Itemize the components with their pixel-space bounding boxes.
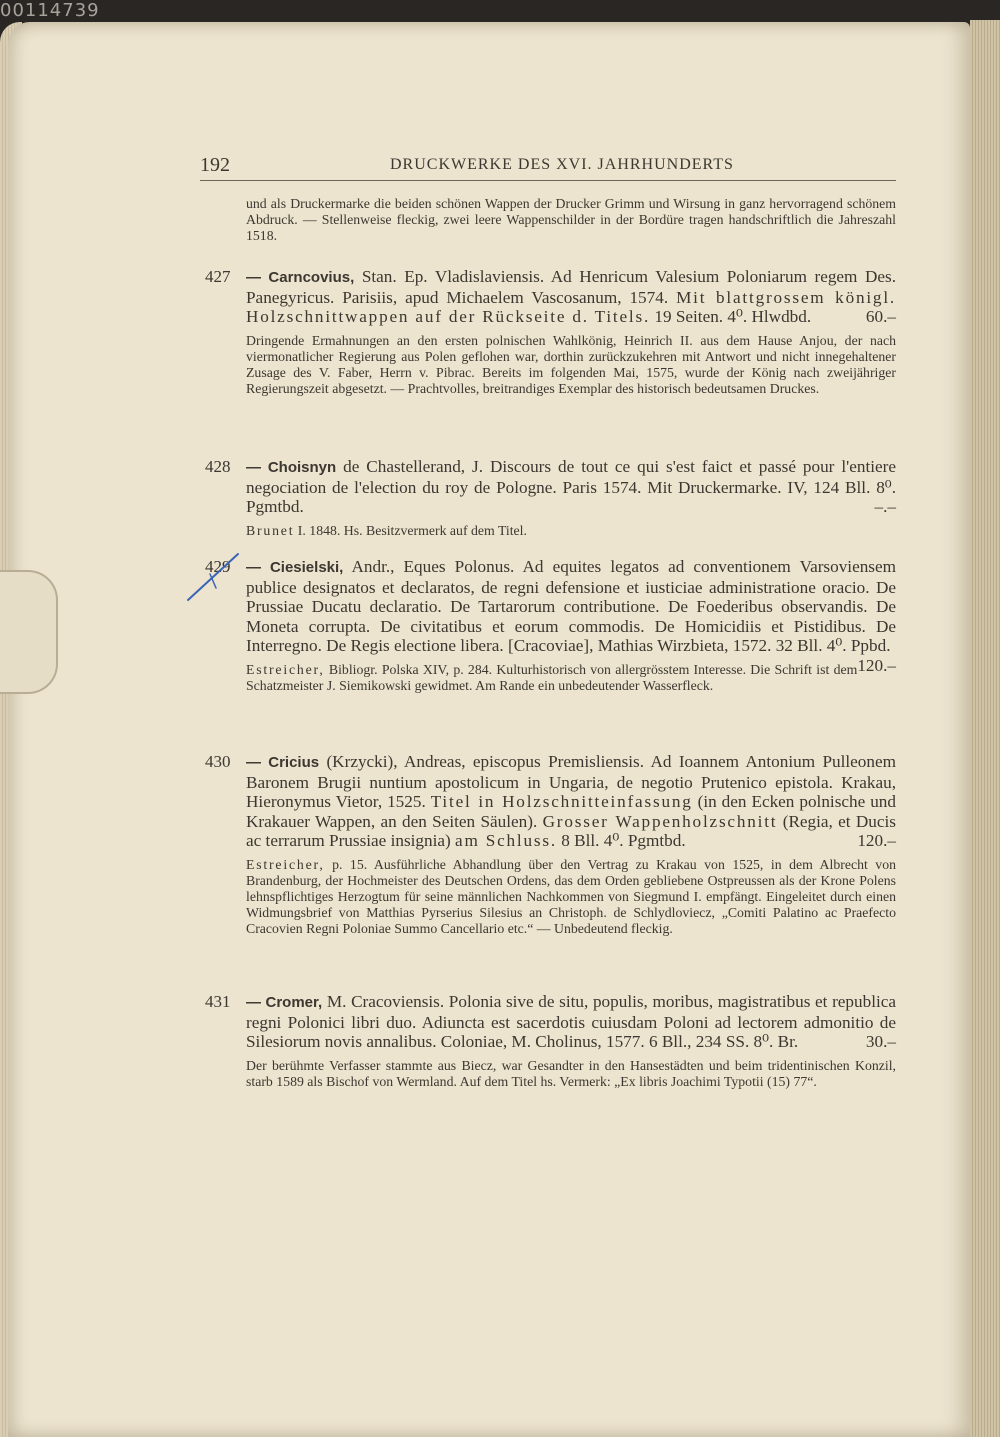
catalog-entry-431 [205, 992, 896, 1090]
entry-note [246, 857, 896, 937]
entry-spaced-text: Mit blattgrossem königl. Holzschnittwappen auf der Rückseite d. Titels. [246, 287, 896, 327]
entry-author: — Choisnyn [246, 459, 337, 476]
entry-number: 429 [205, 557, 231, 576]
page-number: 192 [200, 154, 230, 176]
catalog-entry-427 [205, 267, 896, 397]
entry-author: — Cromer, [246, 994, 323, 1011]
entry-title-rest: (in den Ecken polnische und Krakauer Wappen, an den Seiten Säulen). [246, 792, 896, 831]
entry-author: — Cricius [246, 754, 320, 771]
entry-note [246, 523, 896, 539]
entry-price: 60.– [865, 307, 896, 327]
entry-author: — Ciesielski, [246, 559, 344, 576]
entry-spaced-text: Titel in Holzschnitteinfassung [430, 792, 693, 812]
entry-title: (Krzycki), Andreas, episcopus Premisliensis. Ad Ioannem Antonium Pulleonem Baronem Brugii nuntium apostolicum in Ungaria, de negotio Prutenico epistola. Krakau, Hieronymus Vietor, 1525. [246, 752, 896, 812]
note-text: I. 1848. Hs. Besitzvermerk auf dem Titel. [294, 522, 527, 538]
header-rule [200, 180, 896, 181]
running-header [200, 152, 896, 182]
entry-title-rest-2: (Regia, et Ducis ac terrarum Prussiae insignia) [246, 811, 896, 851]
entry-title: M. Cracoviensis. Polonia sive de situ, populis, moribus, magistratibus et republica regni Polonici libri duo. Adiuncta est sacerdotis cuiusdam Poloni ad lectorem admonitio de Silesiorum novis annalibus. Coloniae, M. Cholinus, 1577. 6 Bll., 234 SS. 8⁰. Br. [246, 992, 897, 1052]
page-tab-clip [0, 570, 58, 694]
catalog-entry-430 [205, 752, 896, 937]
entry-note: Der berühmte Verfasser stammte aus Biecz, war Gesandter in den Hansestädten und beim tridentinischen Konzil, starb 1589 als Bischof von Wermland. Auf dem Titel hs. Vermerk: „Ex libris Joachimi Typotii (15) 77“. [246, 1057, 896, 1089]
corner-mark: 00114739 [0, 0, 100, 21]
entry-spaced-text-2: Grosser Wappenholzschnitt [542, 811, 778, 831]
entry-title: Andr., Eques Polonus. Ad equites legatos ad conventionem Varsoviensem publice designatos et declaratos, de regni defensione et iusticiae administratione oracio. De Prussiae Ducatu declaratio. De Tartarorum contributione. De Foederibus observandis. De Moneta corrupta. De civitatibus et eorum commodis. De Homicidiis et Pistidibus. De Interregno. De Regis electione libera. [Cracoviae], Mathias Wirzbieta, 1572. 32 Bll. 4⁰. Ppbd. [246, 557, 896, 656]
entry-price: –.– [874, 497, 896, 517]
entry-description [246, 752, 896, 851]
entry-title: de Chastellerand, J. Discours de tout ce qui s'est faict et passé pour l'entiere negociation de l'election du roy de Pologne. Paris 1574. Mit Druckermarke. IV, 124 Bll. 8⁰. Pgmtbd. [246, 457, 896, 517]
entry-number: 431 [205, 992, 231, 1011]
entry-title-rest: 19 Seiten. 4⁰. Hlwdbd. [650, 307, 812, 327]
note-source: Estreicher, [246, 856, 325, 872]
entry-author: — Carncovius, [246, 269, 355, 286]
catalog-entry-429 [205, 557, 896, 694]
entry-spaced-text-3: am Schluss. [455, 831, 557, 851]
pen-checkmark-icon [186, 548, 246, 608]
entry-price: 120.– [857, 655, 896, 675]
entry-description [246, 457, 896, 517]
entry-number: 427 [205, 267, 231, 286]
entry-note [246, 662, 896, 694]
book-right-edge [970, 20, 1000, 1437]
running-title: DRUCKWERKE DES XVI. JAHRHUNDERTS [390, 156, 734, 173]
entry-number: 428 [205, 457, 231, 476]
entry-price: 30.– [865, 1032, 896, 1052]
entry-description [246, 267, 896, 327]
note-text: Bibliogr. Polska XIV, p. 284. Kulturhistorisch von allergrösstem Interesse. Die Schrift ist dem Schatzmeister J. Siemikowski gewidmet. Am Rande ein unbedeutender Wasserfleck. [246, 661, 858, 693]
entry-price: 120.– [857, 831, 896, 851]
entry-number: 430 [205, 752, 231, 771]
catalog-entry-428 [205, 457, 896, 539]
entry-title: Stan. Ep. Vladislaviensis. Ad Henricum Valesium Poloniarum regem Des. Panegyricus. Parisiis, apud Michaelem Vascosanum, 1574. [246, 267, 896, 307]
entry-title-rest-3: 8 Bll. 4⁰. Pgmtbd. [556, 831, 686, 851]
entry-description [246, 992, 896, 1052]
note-text: p. 15. Ausführliche Abhandlung über den Vertrag zu Krakau von 1525, in dem Albrecht von Brandenburg, der Hochmeister des Deutschen Ordens, das dem Orden gebliebene Ostpreussen als der Krone Polens lehnspflichtiges Herzogtum für seine männlichen Nachkommen von Siegmund I. empfängt. Eingeleitet durch einen Widmungsbrief von Matthias Pyrserius Silesius an Christoph. de Schlydloviecz, „Comiti Palatino ac Praefecto Cracovien Regni Poloniae Summo Cancellario etc.“ — Unbedeutend fleckig. [246, 856, 896, 936]
note-source: Brunet [246, 522, 295, 538]
entry-note: Dringende Ermahnungen an den ersten polnischen Wahlkönig, Heinrich II. aus dem Hause Anjou, der nach viermonatlicher Regierung aus Polen geflohen war, dorthin zurückzukehren mit Antwort und nicht innegehaltener Zusage des V. Faber, Herrn v. Pibrac. Bereits im folgenden Mai, 1575, wurde der König nach zweijähriger Regierungszeit abgesetzt. — Prachtvolles, breitrandiges Exemplar des historisch bedeutsamen Druckes. [246, 332, 896, 396]
note-source: Estreicher, [246, 661, 325, 677]
intro-paragraph: und als Druckermarke die beiden schönen Wappen der Drucker Grimm und Wirsung in ganz hervorragend schönem Abdruck. — Stellenweise fleckig, zwei leere Wappenschilder in der Bordüre tragen handschriftlich die Jahreszahl 1518. [246, 196, 896, 243]
